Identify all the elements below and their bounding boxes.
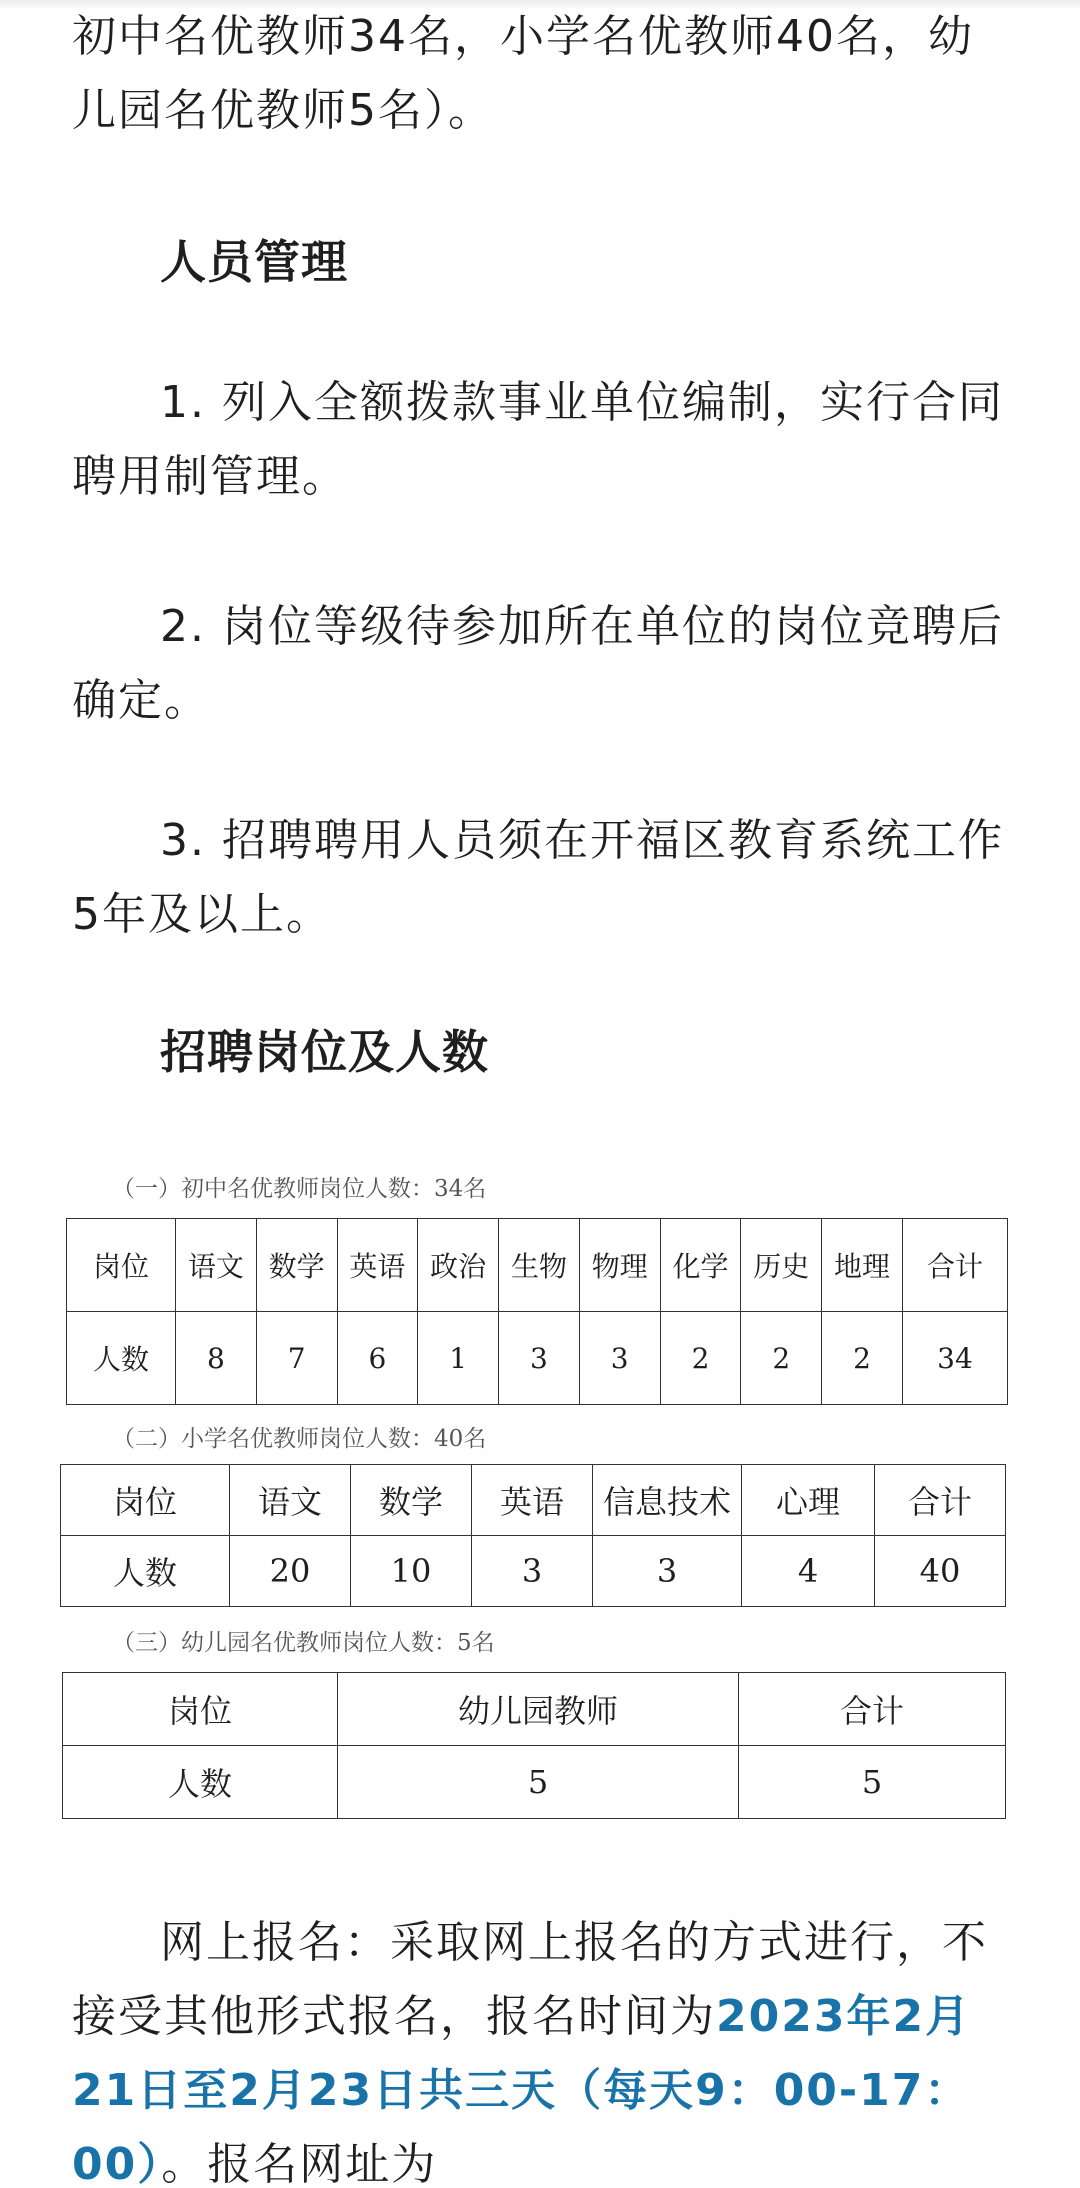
management-item-1: 1. 列入全额拨款事业单位编制，实行合同聘用制管理。 [72, 377, 1004, 502]
table-row [63, 1673, 1006, 1746]
table-cell: 合计 [903, 1219, 1008, 1312]
table-cell: 历史 [741, 1219, 822, 1312]
registration-period: 2023年2月21日至2月23日共三天（每天9：00-17：00） [72, 1991, 972, 2188]
table-cell: 2 [822, 1312, 903, 1405]
table-cell: 20 [230, 1536, 351, 1607]
heading-positions: 招聘岗位及人数 [160, 1025, 489, 1079]
table-junior-positions [66, 1218, 1008, 1405]
table-cell: 1 [418, 1312, 499, 1405]
table-cell: 人数 [61, 1536, 230, 1607]
table-cell: 岗位 [63, 1673, 338, 1746]
table-cell: 英语 [472, 1465, 593, 1536]
table-cell: 幼儿园教师 [338, 1673, 739, 1746]
management-item-2: 2. 岗位等级待参加所在单位的岗位竞聘后确定。 [72, 601, 1004, 726]
table-cell: 信息技术 [593, 1465, 742, 1536]
table-cell: 物理 [579, 1219, 660, 1312]
table-cell: 英语 [337, 1219, 418, 1312]
table-row [67, 1219, 1008, 1312]
heading-personnel-management: 人员管理 [160, 235, 348, 289]
table-row [63, 1746, 1006, 1819]
table-cell: 6 [337, 1312, 418, 1405]
table-cell: 人数 [63, 1746, 338, 1819]
table-row [67, 1312, 1008, 1405]
table-kindergarten-positions [62, 1672, 1006, 1819]
table-cell: 生物 [499, 1219, 580, 1312]
registration-paragraph [72, 1906, 1008, 2188]
table-cell: 2 [741, 1312, 822, 1405]
registration-tail: 。报名网址为 [161, 2139, 438, 2188]
table-cell: 34 [903, 1312, 1008, 1405]
caption-junior: （一）初中名优教师岗位人数：34名 [112, 1176, 487, 1202]
table-cell: 语文 [176, 1219, 257, 1312]
caption-primary: （二）小学名优教师岗位人数：40名 [112, 1426, 487, 1452]
table-cell: 岗位 [61, 1465, 230, 1536]
table-cell: 3 [472, 1536, 593, 1607]
table-cell: 心理 [742, 1465, 875, 1536]
caption-kindergarten: （三）幼儿园名优教师岗位人数：5名 [112, 1630, 495, 1656]
table-cell: 数学 [256, 1219, 337, 1312]
intro-line-2: 儿园名优教师5名）。 [72, 85, 494, 136]
table-cell: 7 [256, 1312, 337, 1405]
table-cell: 数学 [351, 1465, 472, 1536]
table-cell: 40 [875, 1536, 1006, 1607]
table-cell: 4 [742, 1536, 875, 1607]
table-cell: 10 [351, 1536, 472, 1607]
table-cell: 合计 [875, 1465, 1006, 1536]
table-cell: 化学 [660, 1219, 741, 1312]
management-item-3: 3. 招聘聘用人员须在开福区教育系统工作5年及以上。 [72, 815, 1004, 940]
table-cell: 2 [660, 1312, 741, 1405]
registration-text: 网上报名：采取网上报名的方式进行，不接受其他形式报名，报名时间为 [72, 1917, 988, 2042]
table-cell: 语文 [230, 1465, 351, 1536]
table-cell: 合计 [739, 1673, 1006, 1746]
table-cell: 岗位 [67, 1219, 176, 1312]
table-cell: 3 [499, 1312, 580, 1405]
table-primary-positions [60, 1464, 1006, 1607]
table-cell: 人数 [67, 1312, 176, 1405]
table-row [61, 1465, 1006, 1536]
table-row [61, 1536, 1006, 1607]
table-cell: 地理 [822, 1219, 903, 1312]
table-cell: 5 [338, 1746, 739, 1819]
table-cell: 政治 [418, 1219, 499, 1312]
table-cell: 3 [579, 1312, 660, 1405]
intro-line-1: 初中名优教师34名，小学名优教师40名，幼 [72, 11, 974, 62]
table-cell: 3 [593, 1536, 742, 1607]
table-cell: 8 [176, 1312, 257, 1405]
table-cell: 5 [739, 1746, 1006, 1819]
